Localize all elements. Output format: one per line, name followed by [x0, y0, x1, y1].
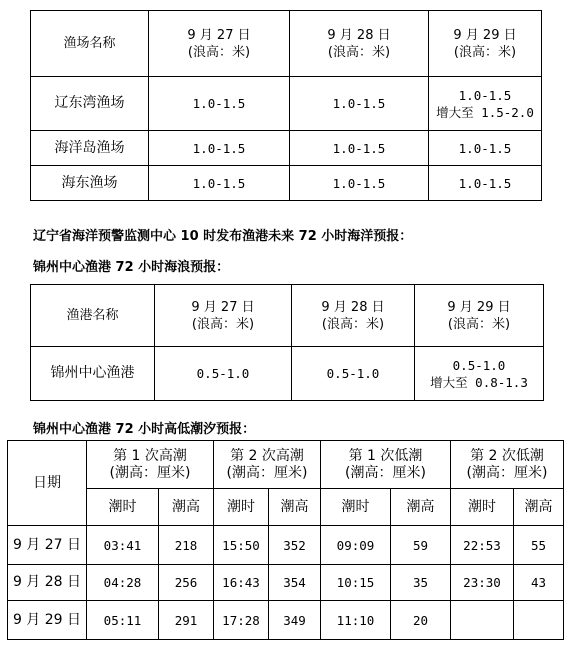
cell-l1-height: 20 [391, 601, 451, 640]
cell-d28: 0.5-1.0 [292, 347, 415, 401]
row-date: 9 月 27 日 [8, 526, 87, 565]
table-header-row [31, 285, 544, 347]
cell-l1-time: 10:15 [321, 565, 391, 601]
cell-h2-height: 349 [269, 601, 321, 640]
table-row [31, 77, 542, 131]
sub-height: 潮高 [391, 489, 451, 526]
sub-height: 潮高 [159, 489, 214, 526]
cell-l1-time: 09:09 [321, 526, 391, 565]
cell-l1-height: 35 [391, 565, 451, 601]
sub-time: 潮时 [321, 489, 391, 526]
table-row [8, 565, 564, 601]
cell-d28: 1.0-1.5 [290, 166, 429, 201]
cell-h1-height: 291 [159, 601, 214, 640]
cell-d27: 0.5-1.0 [155, 347, 292, 401]
row-date: 9 月 29 日 [8, 601, 87, 640]
cell-d28: 1.0-1.5 [290, 131, 429, 166]
sub-time: 潮时 [451, 489, 514, 526]
forecast-intro-text: 辽宁省海洋预警监测中心 10 时发布渔港未来 72 小时海洋预报： [33, 229, 413, 244]
header-high-tide-1: 第 1 次高潮 (潮高：厘米) [87, 441, 214, 489]
cell-d29: 1.0-1.5 增大至 1.5-2.0 [429, 77, 542, 131]
sub-height: 潮高 [514, 489, 564, 526]
row-name: 海洋岛渔场 [31, 131, 149, 166]
cell-d29: 0.5-1.0 增大至 0.8-1.3 [415, 347, 544, 401]
table-row [31, 131, 542, 166]
sub-time: 潮时 [87, 489, 159, 526]
cell-h1-time: 05:11 [87, 601, 159, 640]
cell-h2-height: 352 [269, 526, 321, 565]
header-low-tide-1: 第 1 次低潮 (潮高：厘米) [321, 441, 451, 489]
header-name: 渔港名称 [31, 285, 155, 347]
sub-height: 潮高 [269, 489, 321, 526]
header-date: 日期 [8, 441, 87, 526]
cell-h1-height: 218 [159, 526, 214, 565]
row-name: 辽东湾渔场 [31, 77, 149, 131]
cell-h2-time: 16:43 [214, 565, 269, 601]
cell-d27: 1.0-1.5 [149, 131, 290, 166]
header-high-tide-2: 第 2 次高潮 (潮高：厘米) [214, 441, 321, 489]
table-row [31, 347, 544, 401]
cell-l1-height: 59 [391, 526, 451, 565]
table-row [8, 526, 564, 565]
tide-forecast-title: 锦州中心渔港 72 小时高低潮汐预报： [33, 422, 256, 437]
cell-l2-time [451, 601, 514, 640]
header-name: 渔场名称 [31, 11, 149, 77]
header-day-27: 9 月 27 日 (浪高：米) [155, 285, 292, 347]
table-header-row [31, 11, 542, 77]
fishing-ground-wave-table [30, 10, 542, 201]
cell-d27: 1.0-1.5 [149, 166, 290, 201]
row-name: 海东渔场 [31, 166, 149, 201]
cell-h2-time: 17:28 [214, 601, 269, 640]
cell-l2-time: 23:30 [451, 565, 514, 601]
header-day-28: 9 月 28 日 (浪高：米) [292, 285, 415, 347]
cell-h2-height: 354 [269, 565, 321, 601]
table-row [8, 601, 564, 640]
cell-d29: 1.0-1.5 [429, 131, 542, 166]
wave-forecast-title: 锦州中心渔港 72 小时海浪预报： [33, 260, 230, 275]
tide-table [7, 440, 564, 640]
row-name: 锦州中心渔港 [31, 347, 155, 401]
cell-l1-time: 11:10 [321, 601, 391, 640]
row-date: 9 月 28 日 [8, 565, 87, 601]
port-wave-table [30, 284, 544, 401]
table-subheader-row [8, 489, 564, 526]
cell-l2-height: 43 [514, 565, 564, 601]
sub-time: 潮时 [214, 489, 269, 526]
cell-l2-height [514, 601, 564, 640]
header-day-29: 9 月 29 日 (浪高：米) [415, 285, 544, 347]
cell-d27: 1.0-1.5 [149, 77, 290, 131]
table-header-row [8, 441, 564, 489]
header-day-27: 9 月 27 日 (浪高：米) [149, 11, 290, 77]
cell-h2-time: 15:50 [214, 526, 269, 565]
header-day-28: 9 月 28 日 (浪高：米) [290, 11, 429, 77]
cell-l2-time: 22:53 [451, 526, 514, 565]
header-low-tide-2: 第 2 次低潮 (潮高：厘米) [451, 441, 564, 489]
cell-h1-time: 04:28 [87, 565, 159, 601]
cell-h1-height: 256 [159, 565, 214, 601]
cell-h1-time: 03:41 [87, 526, 159, 565]
cell-l2-height: 55 [514, 526, 564, 565]
cell-d28: 1.0-1.5 [290, 77, 429, 131]
table-row [31, 166, 542, 201]
cell-d29: 1.0-1.5 [429, 166, 542, 201]
header-day-29: 9 月 29 日 (浪高：米) [429, 11, 542, 77]
